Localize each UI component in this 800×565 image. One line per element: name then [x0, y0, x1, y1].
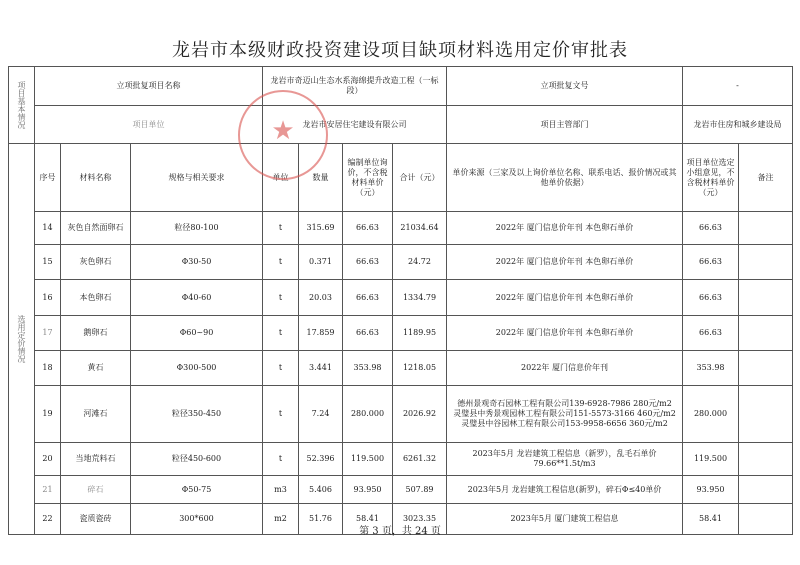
source-line: 2022年 厦门信息价年刊 本色卵石单价 — [495, 328, 634, 337]
header-spec: 规格与相关要求 — [131, 144, 263, 212]
source-line: 2023年5月 厦门建筑工程信息 — [510, 514, 619, 523]
approval-doc-value: - — [683, 67, 793, 106]
seal-star-icon: ★ — [271, 116, 295, 146]
cell-price: 58.41 — [343, 504, 393, 535]
cell-price: 66.63 — [343, 280, 393, 316]
project-unit-value: 龙岩市安居住宅建设有限公司 — [263, 106, 447, 144]
cell-price: 280.000 — [343, 386, 393, 443]
dept-value: 龙岩市住房和城乡建设局 — [683, 106, 793, 144]
cell-remark — [739, 245, 793, 280]
cell-approved: 280.000 — [683, 386, 739, 443]
cell-qty: 17.859 — [299, 316, 343, 351]
cell-spec: Φ40-60 — [131, 280, 263, 316]
cell-spec: Φ60~90 — [131, 316, 263, 351]
cell-remark — [739, 443, 793, 476]
cell-unit: t — [263, 386, 299, 443]
cell-qty: 3.441 — [299, 351, 343, 386]
cell-approved: 66.63 — [683, 316, 739, 351]
cell-total: 1334.79 — [393, 280, 447, 316]
cell-source — [447, 245, 683, 280]
approval-doc-label: 立项批复文号 — [447, 67, 683, 106]
source-line: 2022年 厦门信息价年刊 本色卵石单价 — [495, 223, 634, 232]
cell-unit: t — [263, 316, 299, 351]
column-header-row — [9, 144, 793, 212]
table-row — [9, 351, 793, 386]
cell-remark — [739, 476, 793, 504]
cell-total: 21034.64 — [393, 212, 447, 245]
cell-source — [447, 280, 683, 316]
header-seq: 序号 — [35, 144, 61, 212]
approval-table — [8, 66, 793, 535]
project-unit-label: 项目单位 — [35, 106, 263, 144]
source-line: 灵璧县中秀景观园林工程有限公司151-5573-3166 460元/m2 — [453, 409, 676, 418]
source-line: 2022年 厦门信息价年刊 本色卵石单价 — [495, 257, 634, 266]
cell-price: 66.63 — [343, 212, 393, 245]
cell-approved: 66.63 — [683, 245, 739, 280]
approval-name-value: 龙岩市奇迈山生态水系海绵提升改造工程（一标段） — [263, 67, 447, 106]
cell-approved: 93.950 — [683, 476, 739, 504]
table-row — [9, 245, 793, 280]
cell-source — [447, 476, 683, 504]
header-total: 合计（元） — [393, 144, 447, 212]
cell-spec: 粒径350-450 — [131, 386, 263, 443]
cell-name: 鹅卵石 — [61, 316, 131, 351]
approval-name-label: 立项批复项目名称 — [35, 67, 263, 106]
cell-remark — [739, 351, 793, 386]
cell-approved: 119.500 — [683, 443, 739, 476]
source-line: 79.66**1.5t/m3 — [533, 459, 596, 468]
source-line: 2022年 厦门信息价年刊 — [521, 363, 608, 372]
cell-total: 6261.32 — [393, 443, 447, 476]
cell-source — [447, 316, 683, 351]
cell-qty: 315.69 — [299, 212, 343, 245]
project-info-section — [9, 67, 35, 144]
source-line: 2023年5月 龙岩建筑工程信息（新罗），乱毛石单价 — [472, 449, 657, 458]
table-row — [9, 212, 793, 245]
cell-seq: 15 — [35, 245, 61, 280]
cell-remark — [739, 316, 793, 351]
cell-seq: 22 — [35, 504, 61, 535]
materials-section — [9, 144, 35, 535]
cell-source — [447, 386, 683, 443]
cell-name: 本色卵石 — [61, 280, 131, 316]
header-qty: 数量 — [299, 144, 343, 212]
cell-qty: 0.371 — [299, 245, 343, 280]
cell-spec: Φ30-50 — [131, 245, 263, 280]
table-row — [9, 443, 793, 476]
cell-approved: 66.63 — [683, 280, 739, 316]
cell-remark — [739, 386, 793, 443]
cell-unit: t — [263, 443, 299, 476]
cell-seq: 14 — [35, 212, 61, 245]
page-footer: 第 3 页，共 24 页 — [359, 526, 441, 537]
cell-approved: 353.98 — [683, 351, 739, 386]
header-name: 材料名称 — [61, 144, 131, 212]
source-line: 2022年 厦门信息价年刊 本色卵石单价 — [495, 292, 634, 302]
cell-unit: t — [263, 245, 299, 280]
cell-name: 瓷质瓷砖 — [61, 504, 131, 535]
cell-seq: 20 — [35, 443, 61, 476]
cell-spec: 粒径80-100 — [131, 212, 263, 245]
cell-approved: 58.41 — [683, 504, 739, 535]
cell-total: 1189.95 — [393, 316, 447, 351]
cell-price: 66.63 — [343, 316, 393, 351]
cell-qty: 7.24 — [299, 386, 343, 443]
cell-remark — [739, 280, 793, 316]
cell-seq: 19 — [35, 386, 61, 443]
cell-qty: 20.03 — [299, 280, 343, 316]
cell-qty: 52.396 — [299, 443, 343, 476]
cell-unit: m3 — [263, 476, 299, 504]
cell-seq: 21 — [35, 476, 61, 504]
header-source: 单价来源（三家及以上询价单位名称、联系电话、报价情况或其他单价依据） — [447, 144, 683, 212]
cell-unit: t — [263, 351, 299, 386]
cell-name: 当地荒料石 — [61, 443, 131, 476]
cell-unit: m2 — [263, 504, 299, 535]
cell-price: 353.98 — [343, 351, 393, 386]
cell-name: 黄石 — [61, 351, 131, 386]
project-info-label: 项目基本情况 — [17, 81, 26, 129]
project-unit-row — [9, 106, 793, 144]
project-name-row — [9, 67, 793, 106]
cell-total: 24.72 — [393, 245, 447, 280]
table-row — [9, 316, 793, 351]
header-approved: 项目单位选定小组意见，不含税材料单价（元） — [683, 144, 739, 212]
header-remark: 备注 — [739, 144, 793, 212]
cell-name: 灰色卵石 — [61, 245, 131, 280]
cell-source — [447, 351, 683, 386]
source-line: 2023年5月 龙岩建筑工程信息(新罗)，碎石Φ≤40单价 — [467, 484, 662, 494]
cell-remark — [739, 212, 793, 245]
cell-unit: t — [263, 212, 299, 245]
cell-seq: 18 — [35, 351, 61, 386]
cell-source — [447, 443, 683, 476]
cell-total: 3023.35 — [393, 504, 447, 535]
source-line: 德州景观奇石园林工程有限公司139-6928-7986 280元/m2 — [457, 399, 672, 408]
dept-label: 项目主管部门 — [447, 106, 683, 144]
header-unit: 单位 — [263, 144, 299, 212]
page-title: 龙岩市本级财政投资建设项目缺项材料选用定价审批表 — [172, 40, 628, 61]
table-row — [9, 476, 793, 504]
cell-approved: 66.63 — [683, 212, 739, 245]
cell-price: 93.950 — [343, 476, 393, 504]
cell-price: 119.500 — [343, 443, 393, 476]
cell-total: 1218.05 — [393, 351, 447, 386]
table-row — [9, 280, 793, 316]
cell-qty: 51.76 — [299, 504, 343, 535]
cell-total: 507.89 — [393, 476, 447, 504]
cell-unit: t — [263, 280, 299, 316]
cell-source — [447, 212, 683, 245]
cell-spec: 300*600 — [131, 504, 263, 535]
cell-spec: 粒径450-600 — [131, 443, 263, 476]
cell-spec: Φ50-75 — [131, 476, 263, 504]
cell-price: 66.63 — [343, 245, 393, 280]
cell-name: 河滩石 — [61, 386, 131, 443]
source-line: 灵璧县中谷园林工程有限公司153-9958-6656 360元/m2 — [461, 419, 668, 428]
cell-name: 灰色自然面卵石 — [61, 212, 131, 245]
materials-section-label: 选用定价情况 — [17, 315, 26, 363]
cell-spec: Φ300-500 — [131, 351, 263, 386]
cell-qty: 5.406 — [299, 476, 343, 504]
cell-total: 2026.92 — [393, 386, 447, 443]
header-price: 编制单位询价，不含税材料单价（元） — [343, 144, 393, 212]
cell-seq: 16 — [35, 280, 61, 316]
table-row — [9, 386, 793, 443]
cell-name: 碎石 — [61, 476, 131, 504]
cell-seq: 17 — [35, 316, 61, 351]
